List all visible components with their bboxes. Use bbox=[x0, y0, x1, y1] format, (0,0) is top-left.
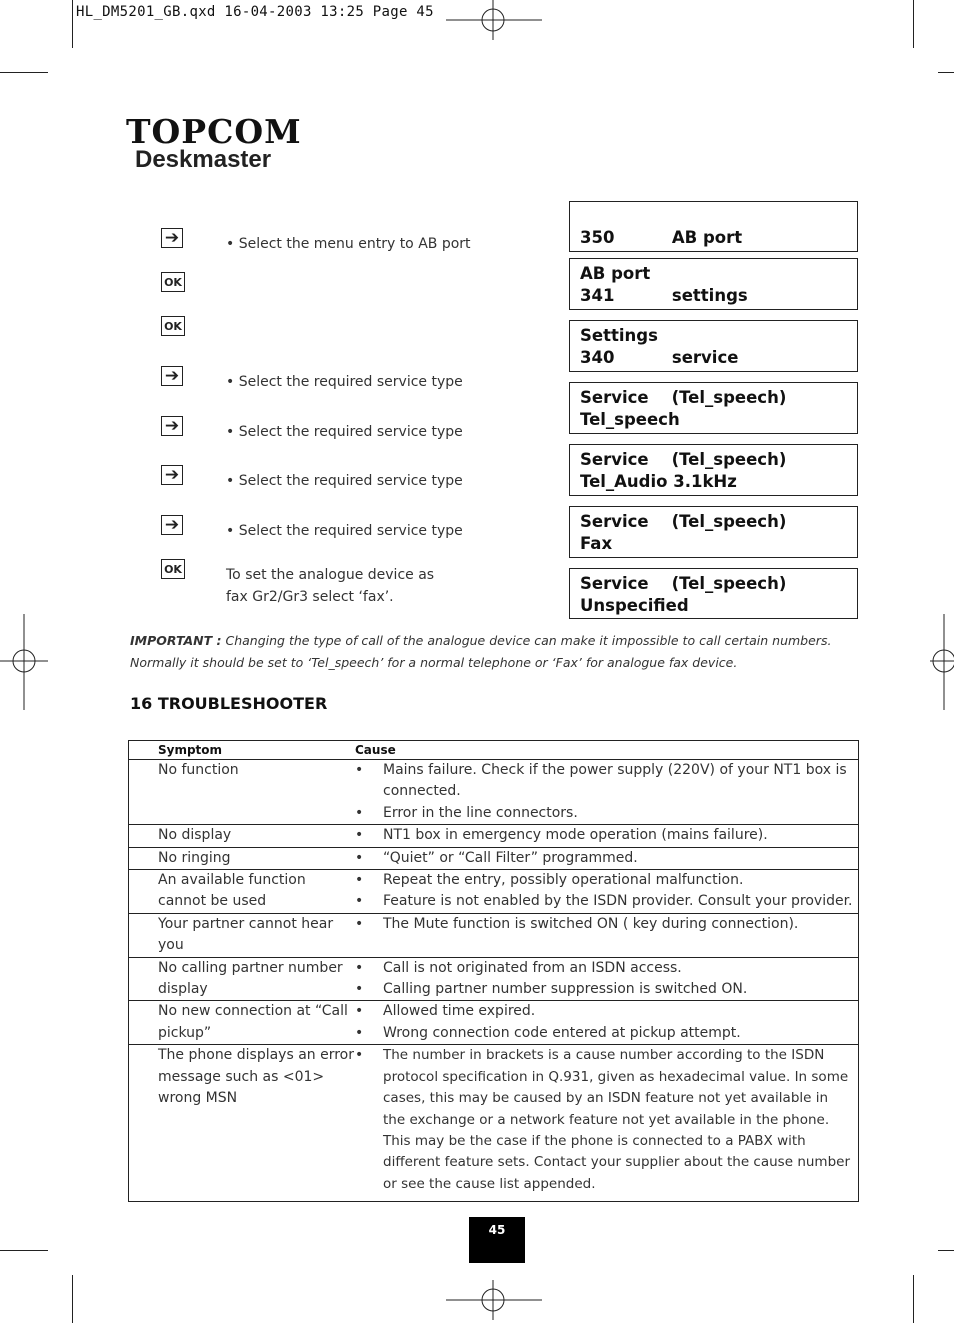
arrow-key-icon: ➔ bbox=[161, 515, 183, 535]
cause-text: NT1 box in emergency mode operation (mains failure). bbox=[383, 827, 768, 844]
instruction-text: fax Gr2/Gr3 select ‘fax’. bbox=[226, 589, 394, 605]
column-header-cause: Cause bbox=[355, 743, 396, 757]
cause-cell bbox=[355, 825, 859, 847]
table-row bbox=[129, 825, 859, 847]
bullet: • bbox=[355, 893, 364, 910]
cause-cell bbox=[355, 847, 859, 869]
cause-item bbox=[355, 1023, 858, 1044]
important-note bbox=[130, 630, 860, 674]
cause-item bbox=[355, 825, 858, 846]
bullet: • bbox=[355, 981, 364, 998]
cause-item bbox=[355, 914, 858, 935]
lcd-line-2: 350 AB port bbox=[580, 228, 743, 247]
cause-item bbox=[355, 848, 858, 869]
lcd-line-1: Service (Tel_speech) bbox=[580, 450, 787, 469]
bullet: • bbox=[355, 1024, 364, 1041]
lcd-line-2: Fax bbox=[580, 534, 613, 553]
symptom-cell: No ringing bbox=[129, 847, 356, 869]
lcd-display bbox=[569, 568, 858, 619]
cause-text: “Quiet” or “Call Filter” programmed. bbox=[383, 849, 638, 866]
cause-text: The number in brackets is a cause number according to the ISDN protocol specification in Q.931, given as hexadecimal value. In some cases, this may be caused by an ISDN feature not yet available in the exchange or a network feature not yet available in the phone. This may be the case if the phone is connected to a PABX with different feature sets. Contact your supplier about the cause number or see the cause list appended. bbox=[383, 1047, 851, 1192]
lcd-display bbox=[569, 320, 858, 372]
cause-text: Repeat the entry, possibly operational malfunction. bbox=[383, 872, 744, 889]
symptom-cell: No function bbox=[129, 760, 356, 825]
cause-cell bbox=[355, 760, 859, 825]
lcd-line-1: Service (Tel_speech) bbox=[580, 388, 787, 407]
cause-text: The Mute function is switched ON ( key during connection). bbox=[383, 915, 799, 932]
cause-text: Mains failure. Check if the power supply (220V) of your NT1 box is connected. bbox=[383, 762, 847, 800]
table-row bbox=[129, 847, 859, 869]
lcd-line-2: Unspecified bbox=[580, 596, 689, 615]
instruction-text: • Select the required service type bbox=[226, 473, 463, 489]
lcd-line-1: Settings bbox=[580, 326, 658, 345]
lcd-display bbox=[569, 258, 858, 310]
troubleshooter-table bbox=[128, 740, 859, 1202]
symptom-cell: Your partner cannot hear you bbox=[129, 913, 356, 957]
crop-mark bbox=[72, 0, 73, 48]
crop-mark bbox=[938, 72, 954, 73]
crop-mark bbox=[913, 1275, 914, 1323]
crop-mark bbox=[0, 1250, 48, 1251]
arrow-key-icon: ➔ bbox=[161, 228, 183, 248]
cause-item bbox=[355, 803, 858, 824]
bullet: • bbox=[355, 827, 364, 844]
bullet: • bbox=[355, 959, 364, 976]
lcd-line-2: Tel_Audio 3.1kHz bbox=[580, 472, 737, 491]
symptom-cell: The phone displays an error message such as <01> wrong MSN bbox=[129, 1045, 356, 1202]
lcd-line-2: Tel_speech bbox=[580, 410, 680, 429]
cause-item bbox=[355, 891, 858, 912]
table-row bbox=[129, 957, 859, 1001]
lcd-line-1: AB port bbox=[580, 264, 651, 283]
cause-cell bbox=[355, 1001, 859, 1045]
section-title: 16 TROUBLESHOOTER bbox=[130, 694, 328, 713]
ok-key-icon: OK bbox=[161, 559, 185, 579]
table-row bbox=[129, 1045, 859, 1202]
bullet: • bbox=[355, 804, 364, 821]
table-row bbox=[129, 1001, 859, 1045]
table-row bbox=[129, 760, 859, 825]
instruction-text: To set the analogue device as bbox=[226, 567, 435, 583]
ok-key-icon: OK bbox=[161, 316, 185, 336]
table-row bbox=[129, 913, 859, 957]
crop-mark bbox=[913, 0, 914, 48]
cause-item bbox=[355, 979, 858, 1000]
registration-mark bbox=[0, 614, 48, 710]
bullet: • bbox=[355, 915, 364, 932]
symptom-cell: No display bbox=[129, 825, 356, 847]
cause-text: Calling partner number suppression is switched ON. bbox=[383, 981, 748, 998]
arrow-key-icon: ➔ bbox=[161, 416, 183, 436]
registration-mark bbox=[930, 614, 954, 710]
lcd-line-2: 340 service bbox=[580, 348, 739, 367]
cause-text: Wrong connection code entered at pickup attempt. bbox=[383, 1024, 741, 1041]
cause-text: Call is not originated from an ISDN access. bbox=[383, 959, 682, 976]
cause-item bbox=[355, 1045, 858, 1195]
model-name: Deskmaster bbox=[135, 146, 272, 173]
cause-item bbox=[355, 760, 858, 803]
important-text: Changing the type of call of the analogue device can make it impossible to call certain numbers. Normally it should be set to ‘Tel_speech’ for a normal telephone or ‘Fax’ for analogue fax device. bbox=[130, 633, 832, 670]
arrow-key-icon: ➔ bbox=[161, 465, 183, 485]
bullet: • bbox=[355, 849, 364, 866]
instruction-text: • Select the required service type bbox=[226, 424, 463, 440]
lcd-display bbox=[569, 201, 858, 252]
cause-text: Feature is not enabled by the ISDN provider. Consult your provider. bbox=[383, 893, 853, 910]
cause-cell bbox=[355, 913, 859, 957]
cause-item bbox=[355, 870, 858, 891]
print-header: HL_DM5201_GB.qxd 16-04-2003 13:25 Page 45 bbox=[76, 4, 434, 20]
symptom-cell: No calling partner number display bbox=[129, 957, 356, 1001]
crop-mark bbox=[938, 1250, 954, 1251]
bullet: • bbox=[355, 872, 364, 889]
crop-mark bbox=[72, 1275, 73, 1323]
lcd-line-1: Service (Tel_speech) bbox=[580, 512, 787, 531]
cause-cell bbox=[355, 870, 859, 914]
table-row bbox=[129, 870, 859, 914]
bullet: • bbox=[355, 762, 364, 778]
logo-text: TOPCOM bbox=[126, 112, 302, 151]
cause-item bbox=[355, 958, 858, 979]
instruction-text: • Select the menu entry to AB port bbox=[226, 236, 471, 252]
registration-mark bbox=[446, 1280, 542, 1320]
page-number: 45 bbox=[469, 1217, 525, 1263]
symptom-cell: An available function cannot be used bbox=[129, 870, 356, 914]
crop-mark bbox=[0, 72, 48, 73]
bullet: • bbox=[355, 1003, 364, 1020]
column-header-symptom: Symptom bbox=[158, 743, 223, 757]
bullet: • bbox=[355, 1047, 364, 1064]
cause-cell bbox=[355, 1045, 859, 1202]
instruction-text: • Select the required service type bbox=[226, 374, 463, 390]
symptom-cell: No new connection at “Call pickup” bbox=[129, 1001, 356, 1045]
cause-text: Allowed time expired. bbox=[383, 1003, 536, 1020]
lcd-display bbox=[569, 506, 858, 558]
important-label: IMPORTANT : bbox=[130, 633, 222, 648]
lcd-line-1: Service (Tel_speech) bbox=[580, 574, 787, 593]
lcd-display bbox=[569, 382, 858, 434]
registration-mark bbox=[446, 0, 542, 40]
arrow-key-icon: ➔ bbox=[161, 366, 183, 386]
instruction-text: • Select the required service type bbox=[226, 523, 463, 539]
cause-cell bbox=[355, 957, 859, 1001]
cause-text: Error in the line connectors. bbox=[383, 804, 578, 821]
ok-key-icon: OK bbox=[161, 272, 185, 292]
cause-item bbox=[355, 1001, 858, 1022]
lcd-display bbox=[569, 444, 858, 496]
lcd-line-2: 341 settings bbox=[580, 286, 748, 305]
